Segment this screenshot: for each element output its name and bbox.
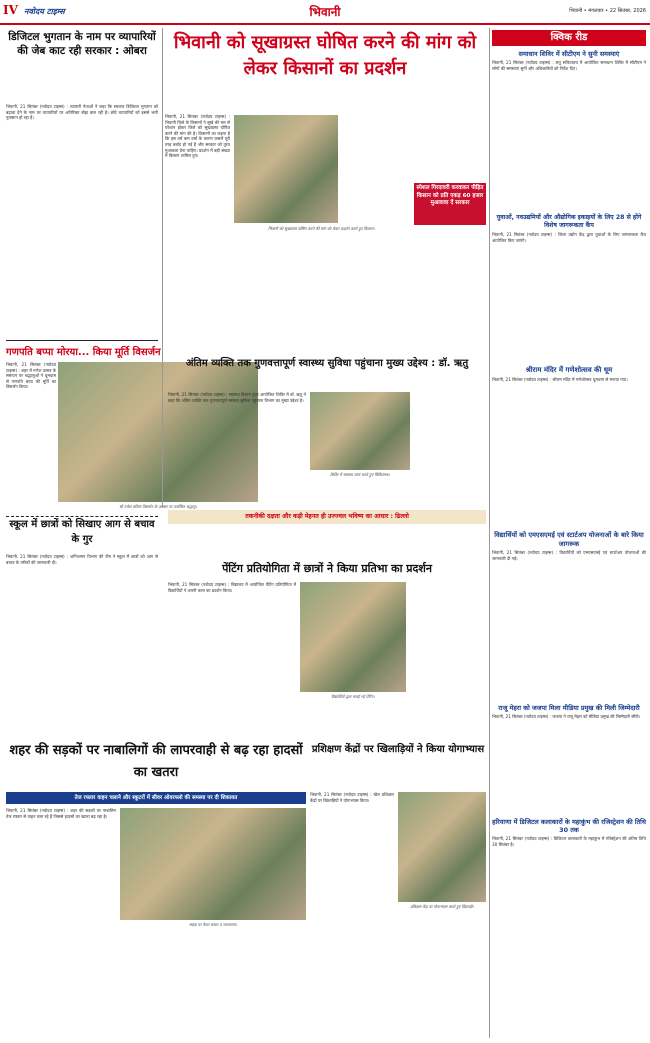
lead-highlight-box — [414, 183, 486, 225]
painting-photo — [300, 582, 406, 692]
column-rule — [489, 28, 490, 1038]
item2-head: युवाओं, नवउद्यमियों और औद्योगिक इकाइयों के लिए 28 से होंगे विशेष जागरूकता कैंप — [496, 214, 642, 229]
painting-headline: पेंटिंग प्रतियोगिता में छात्रों ने किया प्रतिभा का प्रदर्शन — [222, 562, 432, 575]
digital-payment-body: भिवानी, 21 सितंबर (नवोदय टाइम्स) : व्यापारी नेताओं ने कहा कि सरकार डिजिटल भुगतान को बढ़ावा देने के नाम पर व्यापारियों पर अतिरिक्त बोझ डाल रही है। छोटे व्यापारियों को इससे भारी नुकसान हो रहा है। — [6, 104, 158, 121]
yoga-headline: प्रशिक्षण केंद्रों पर खिलाड़ियों ने किया योगाभ्यास — [311, 744, 485, 755]
minors-subhead-bar — [6, 792, 306, 804]
page-number: IV — [3, 3, 18, 17]
divider — [6, 340, 158, 341]
item3-head: श्रीराम मंदिर में गणेशोत्सव की धूम — [525, 366, 613, 374]
item5-body: भिवानी, 21 सितंबर (नवोदय टाइम्स) : जजपा ने राजू मेहरा को मीडिया प्रमुख की जिम्मेदारी सौंपी। — [492, 714, 641, 719]
painting-banner-text: तकनीकी दक्षता और कड़ी मेहनत ही उज्ज्वल भविष्य का आधार : ढिल्लो — [245, 513, 409, 520]
paper-name: नवोदय टाइम्स — [24, 7, 65, 16]
painting-body: भिवानी, 21 सितंबर (नवोदय टाइम्स) : विद्यालय में आयोजित पेंटिंग प्रतियोगिता में विद्यार्थियों ने अपनी कला का प्रदर्शन किया। — [168, 582, 296, 593]
date-line: भिवानी • मंगलवार • 22 सितंबर, 2026 — [569, 8, 646, 14]
lead-highlight-text: स्पेशल गिरदावरी करवाकर पीड़ित किसान को प्रति एकड़ 60 हजार मुआवजा दें सरकार — [416, 185, 484, 207]
quick-read-title: क्विक रीड — [492, 30, 646, 46]
minors-photo-caption: सड़क पर फैला कचरा व जलभराव। — [189, 922, 237, 927]
health-photo — [310, 392, 410, 470]
item1-head: समाधान शिविर में सीटीएम ने सुनी समस्याएं — [518, 50, 620, 58]
item1-body: भिवानी, 21 सितंबर (नवोदय टाइम्स) : लघु सचिवालय में आयोजित समाधान शिविर में सीटीएम ने लोगों की समस्याएं सुनीं और अधिकारियों को निर्देश दिए। — [492, 60, 646, 71]
ganpati-photo-caption: श्री गणेश प्रतिमा विसर्जन के अवसर पर उपस्थित श्रद्धालु। — [119, 504, 197, 509]
painting-banner — [168, 510, 486, 524]
lead-photo — [234, 115, 338, 223]
item2-body: भिवानी, 21 सितंबर (नवोदय टाइम्स) : जिला उद्योग केंद्र द्वारा युवाओं के लिए जागरूकता कैंप आयोजित किए जाएंगे। — [492, 232, 646, 243]
minors-body: भिवानी, 21 सितंबर (नवोदय टाइम्स) : शहर की सड़कों पर नाबालिग तेज रफ्तार से वाहन चला रहे हैं जिससे हादसों का खतरा बढ़ रहा है। — [6, 808, 116, 819]
fire-school-headline: स्कूल में छात्रों को सिखाए आग से बचाव के गुर — [6, 516, 158, 552]
item5-head: राजू मेहरा को जजपा मिला मीडिया प्रमुख की मिली जिम्मेदारी — [498, 704, 640, 712]
fire-school-body: भिवानी, 21 सितंबर (नवोदय टाइम्स) : अग्निशमन विभाग की टीम ने स्कूल में छात्रों को आग से बचाव के तरीकों की जानकारी दी। — [6, 554, 158, 565]
digital-payment-headline: डिजिटल भुगतान के नाम पर व्यापारियों की जेब काट रही सरकार : ओबरा — [8, 31, 156, 57]
lead-headline: भिवानी को सूखाग्रस्त घोषित करने की मांग को लेकर किसानों का प्रदर्शन — [173, 32, 477, 79]
minors-photo — [120, 808, 306, 920]
item3-body: भिवानी, 21 सितंबर (नवोदय टाइम्स) : श्रीराम मंदिर में गणेशोत्सव धूमधाम से मनाया गया। — [492, 377, 628, 382]
lead-body-col3 — [342, 115, 408, 221]
masthead-rule — [0, 23, 650, 25]
health-headline: अंतिम व्यक्ति तक गुणवत्तापूर्ण स्वास्थ्य सुविधा पहुंचाना मुख्य उद्देश्य : डॉ. ऋतु — [185, 358, 469, 369]
ganpati-body: भिवानी, 21 सितंबर (नवोदय टाइम्स) : शहर में गणेश उत्सव के समापन पर श्रद्धालुओं ने धूमधाम से गणपति बप्पा की मूर्ति का विसर्जन किया। — [6, 362, 56, 390]
item4-head: विद्यार्थियों को एमएसएमई एवं स्टार्टअप योजनाओं के बारे किया जागरूक — [494, 531, 644, 548]
yoga-photo-caption: प्रशिक्षण केंद्र पर योगाभ्यास करते हुए खिलाड़ी। — [410, 904, 474, 909]
masthead — [0, 0, 650, 24]
item6-head: हरियाणा में डिजिटल कलाकारों के महाकुंभ की रजिस्ट्रेशन की तिथि 30 तक — [492, 818, 646, 834]
section-title: भिवानी — [309, 5, 341, 19]
lead-photo-caption: भिवानी को सूखाग्रस्त घोषित करने की मांग को लेकर प्रदर्शन करते हुए किसान। — [268, 226, 375, 231]
minors-subhead: तेज रफ्तार वाहन चलाने और स्कूटरों में सीवर ओवरफ्लो की समस्या पर दी शिकायत — [74, 795, 238, 801]
yoga-body: भिवानी, 21 सितंबर (नवोदय टाइम्स) : खेल प्रशिक्षण केंद्रों पर खिलाड़ियों ने योगाभ्यास किया। — [310, 792, 394, 803]
lead-body: भिवानी, 21 सितंबर (नवोदय टाइम्स) : भिवानी जिले के किसानों ने सूखे की मार से परेशान होकर जिले को सूखाग्रस्त घोषित करने की मांग की है। किसानों का कहना है कि इस वर्ष कम वर्षा के कारण फसलें पूरी तरह बर्बाद हो गई हैं और सरकार को तुरंत मुआवजा देना चाहिए। प्रदर्शन में बड़ी संख्या में किसान शामिल हुए। — [165, 114, 230, 159]
painting-photo-caption: विद्यार्थियों द्वारा बनाई गई पेंटिंग। — [331, 694, 375, 699]
item4-body: भिवानी, 21 सितंबर (नवोदय टाइम्स) : विद्यार्थियों को एमएसएमई एवं स्टार्टअप योजनाओं की जानकारी दी गई। — [492, 550, 646, 561]
right-column — [492, 30, 646, 1038]
column-rule — [162, 28, 163, 508]
yoga-photo — [398, 792, 486, 902]
health-body: भिवानी, 21 सितंबर (नवोदय टाइम्स) : स्वास्थ्य विभाग द्वारा आयोजित शिविर में डॉ. ऋतु ने कहा कि अंतिम व्यक्ति तक गुणवत्तापूर्ण स्वास्थ्य सुविधा पहुंचाना विभाग का मुख्य उद्देश्य है। — [168, 392, 306, 403]
minors-headline: शहर की सड़कों पर नाबालिगों की लापरवाही से बढ़ रहा हादसों का खतरा — [9, 743, 303, 780]
ganpati-headline: गणपति बप्पा मोरया... किया मूर्ति विसर्जन — [6, 347, 161, 358]
health-photo-caption: शिविर में स्वास्थ्य जांच करते हुए चिकित्सक। — [330, 472, 390, 477]
item6-body: भिवानी, 21 सितंबर (नवोदय टाइम्स) : डिजिटल कलाकारों के महाकुंभ में रजिस्ट्रेशन की अंतिम तिथि 30 सितंबर है। — [492, 836, 646, 847]
